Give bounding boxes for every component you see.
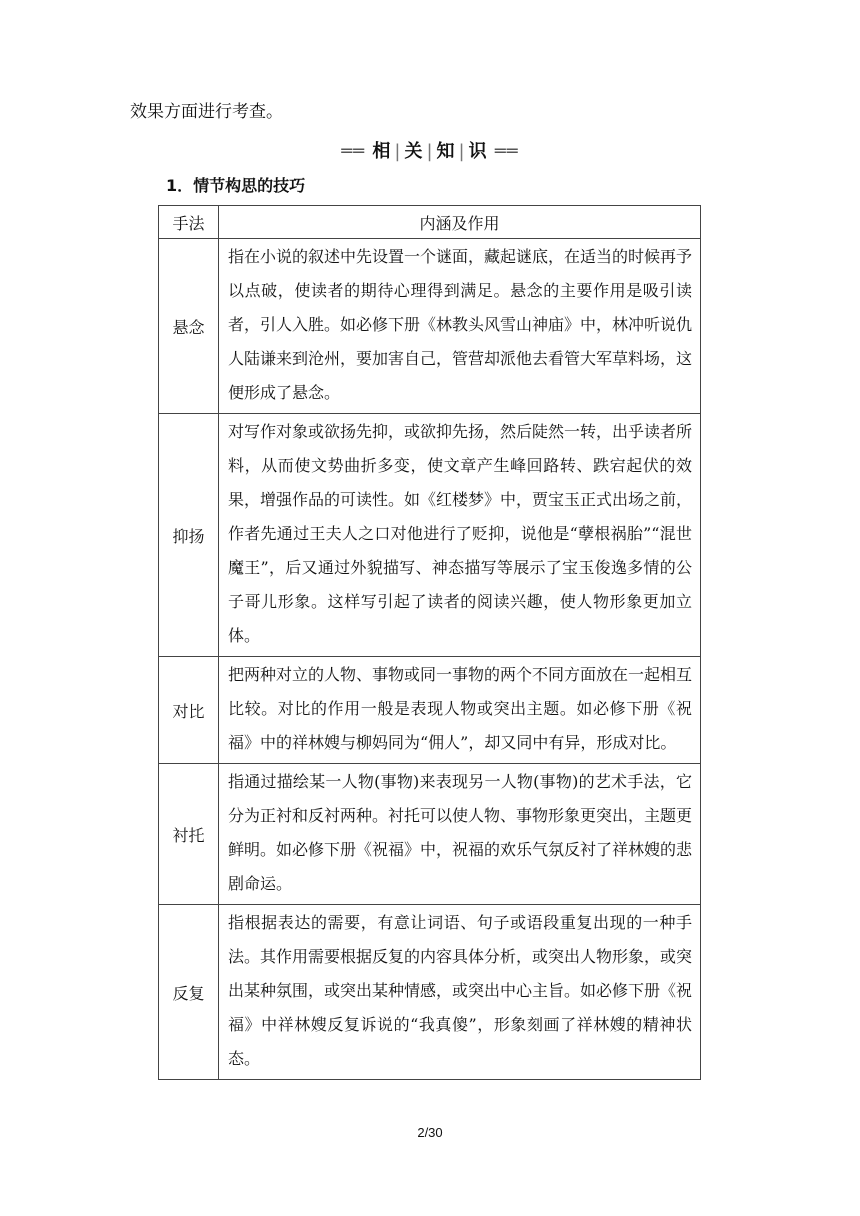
header-meaning: 内涵及作用 [219, 206, 701, 239]
description-cell: 指在小说的叙述中先设置一个谜面，藏起谜底，在适当的时候再予以点破，使读者的期待心理得到满足。悬念的主要作用是吸引读者，引人入胜。如必修下册《林教头风雪山神庙》中，林冲听说仇人陆谦来到沧州，要加害自己，管营却派他去看管大军草料场，这便形成了悬念。 [219, 239, 701, 414]
section-heading: ══ 相 | 关 | 知 | 识 ══ [341, 141, 519, 162]
method-cell: 反复 [159, 905, 219, 1080]
intro-paragraph: 效果方面进行考查。 [130, 102, 283, 122]
table-row [159, 239, 701, 414]
techniques-table [158, 205, 701, 1080]
table-row [159, 414, 701, 657]
heading-char: 识 [468, 141, 488, 162]
header-method: 手法 [159, 206, 219, 239]
method-cell: 对比 [159, 657, 219, 764]
heading-right-decoration: ══ [494, 141, 519, 162]
heading-left-decoration: ══ [341, 141, 366, 162]
method-cell: 悬念 [159, 239, 219, 414]
table-row [159, 905, 701, 1080]
table-row [159, 657, 701, 764]
heading-char: 知 [436, 141, 456, 162]
method-cell: 抑扬 [159, 414, 219, 657]
heading-char: 关 [404, 141, 424, 162]
description-cell: 对写作对象或欲扬先抑，或欲抑先扬，然后陡然一转，出乎读者所料，从而使文势曲折多变，使文章产生峰回路转、跌宕起伏的效果，增强作品的可读性。如《红楼梦》中，贾宝玉正式出场之前，作者先通过王夫人之口对他进行了贬抑，说他是“孽根祸胎”“混世魔王”，后又通过外貌描写、神态描写等展示了宝玉俊逸多情的公子哥儿形象。这样写引起了读者的阅读兴趣，使人物形象更加立体。 [219, 414, 701, 657]
table-header-row [159, 206, 701, 239]
heading-char: 相 [372, 141, 392, 162]
table-row [159, 764, 701, 905]
method-cell: 衬托 [159, 764, 219, 905]
description-cell: 把两种对立的人物、事物或同一事物的两个不同方面放在一起相互比较。对比的作用一般是表现人物或突出主题。如必修下册《祝福》中的祥林嫂与柳妈同为“佣人”，却又同中有异，形成对比。 [219, 657, 701, 764]
description-cell: 指通过描绘某一人物(事物)来表现另一人物(事物)的艺术手法，它分为正衬和反衬两种。衬托可以使人物、事物形象更突出，主题更鲜明。如必修下册《祝福》中，祝福的欢乐气氛反衬了祥林嫂的悲剧命运。 [219, 764, 701, 905]
section-title: 1．情节构思的技巧 [166, 176, 306, 195]
description-cell: 指根据表达的需要，有意让词语、句子或语段重复出现的一种手法。其作用需要根据反复的内容具体分析，或突出人物形象，或突出某种氛围，或突出某种情感，或突出中心主旨。如必修下册《祝福》中祥林嫂反复诉说的“我真傻”，形象刻画了祥林嫂的精神状态。 [219, 905, 701, 1080]
page-number: 2/30 [417, 1125, 443, 1140]
